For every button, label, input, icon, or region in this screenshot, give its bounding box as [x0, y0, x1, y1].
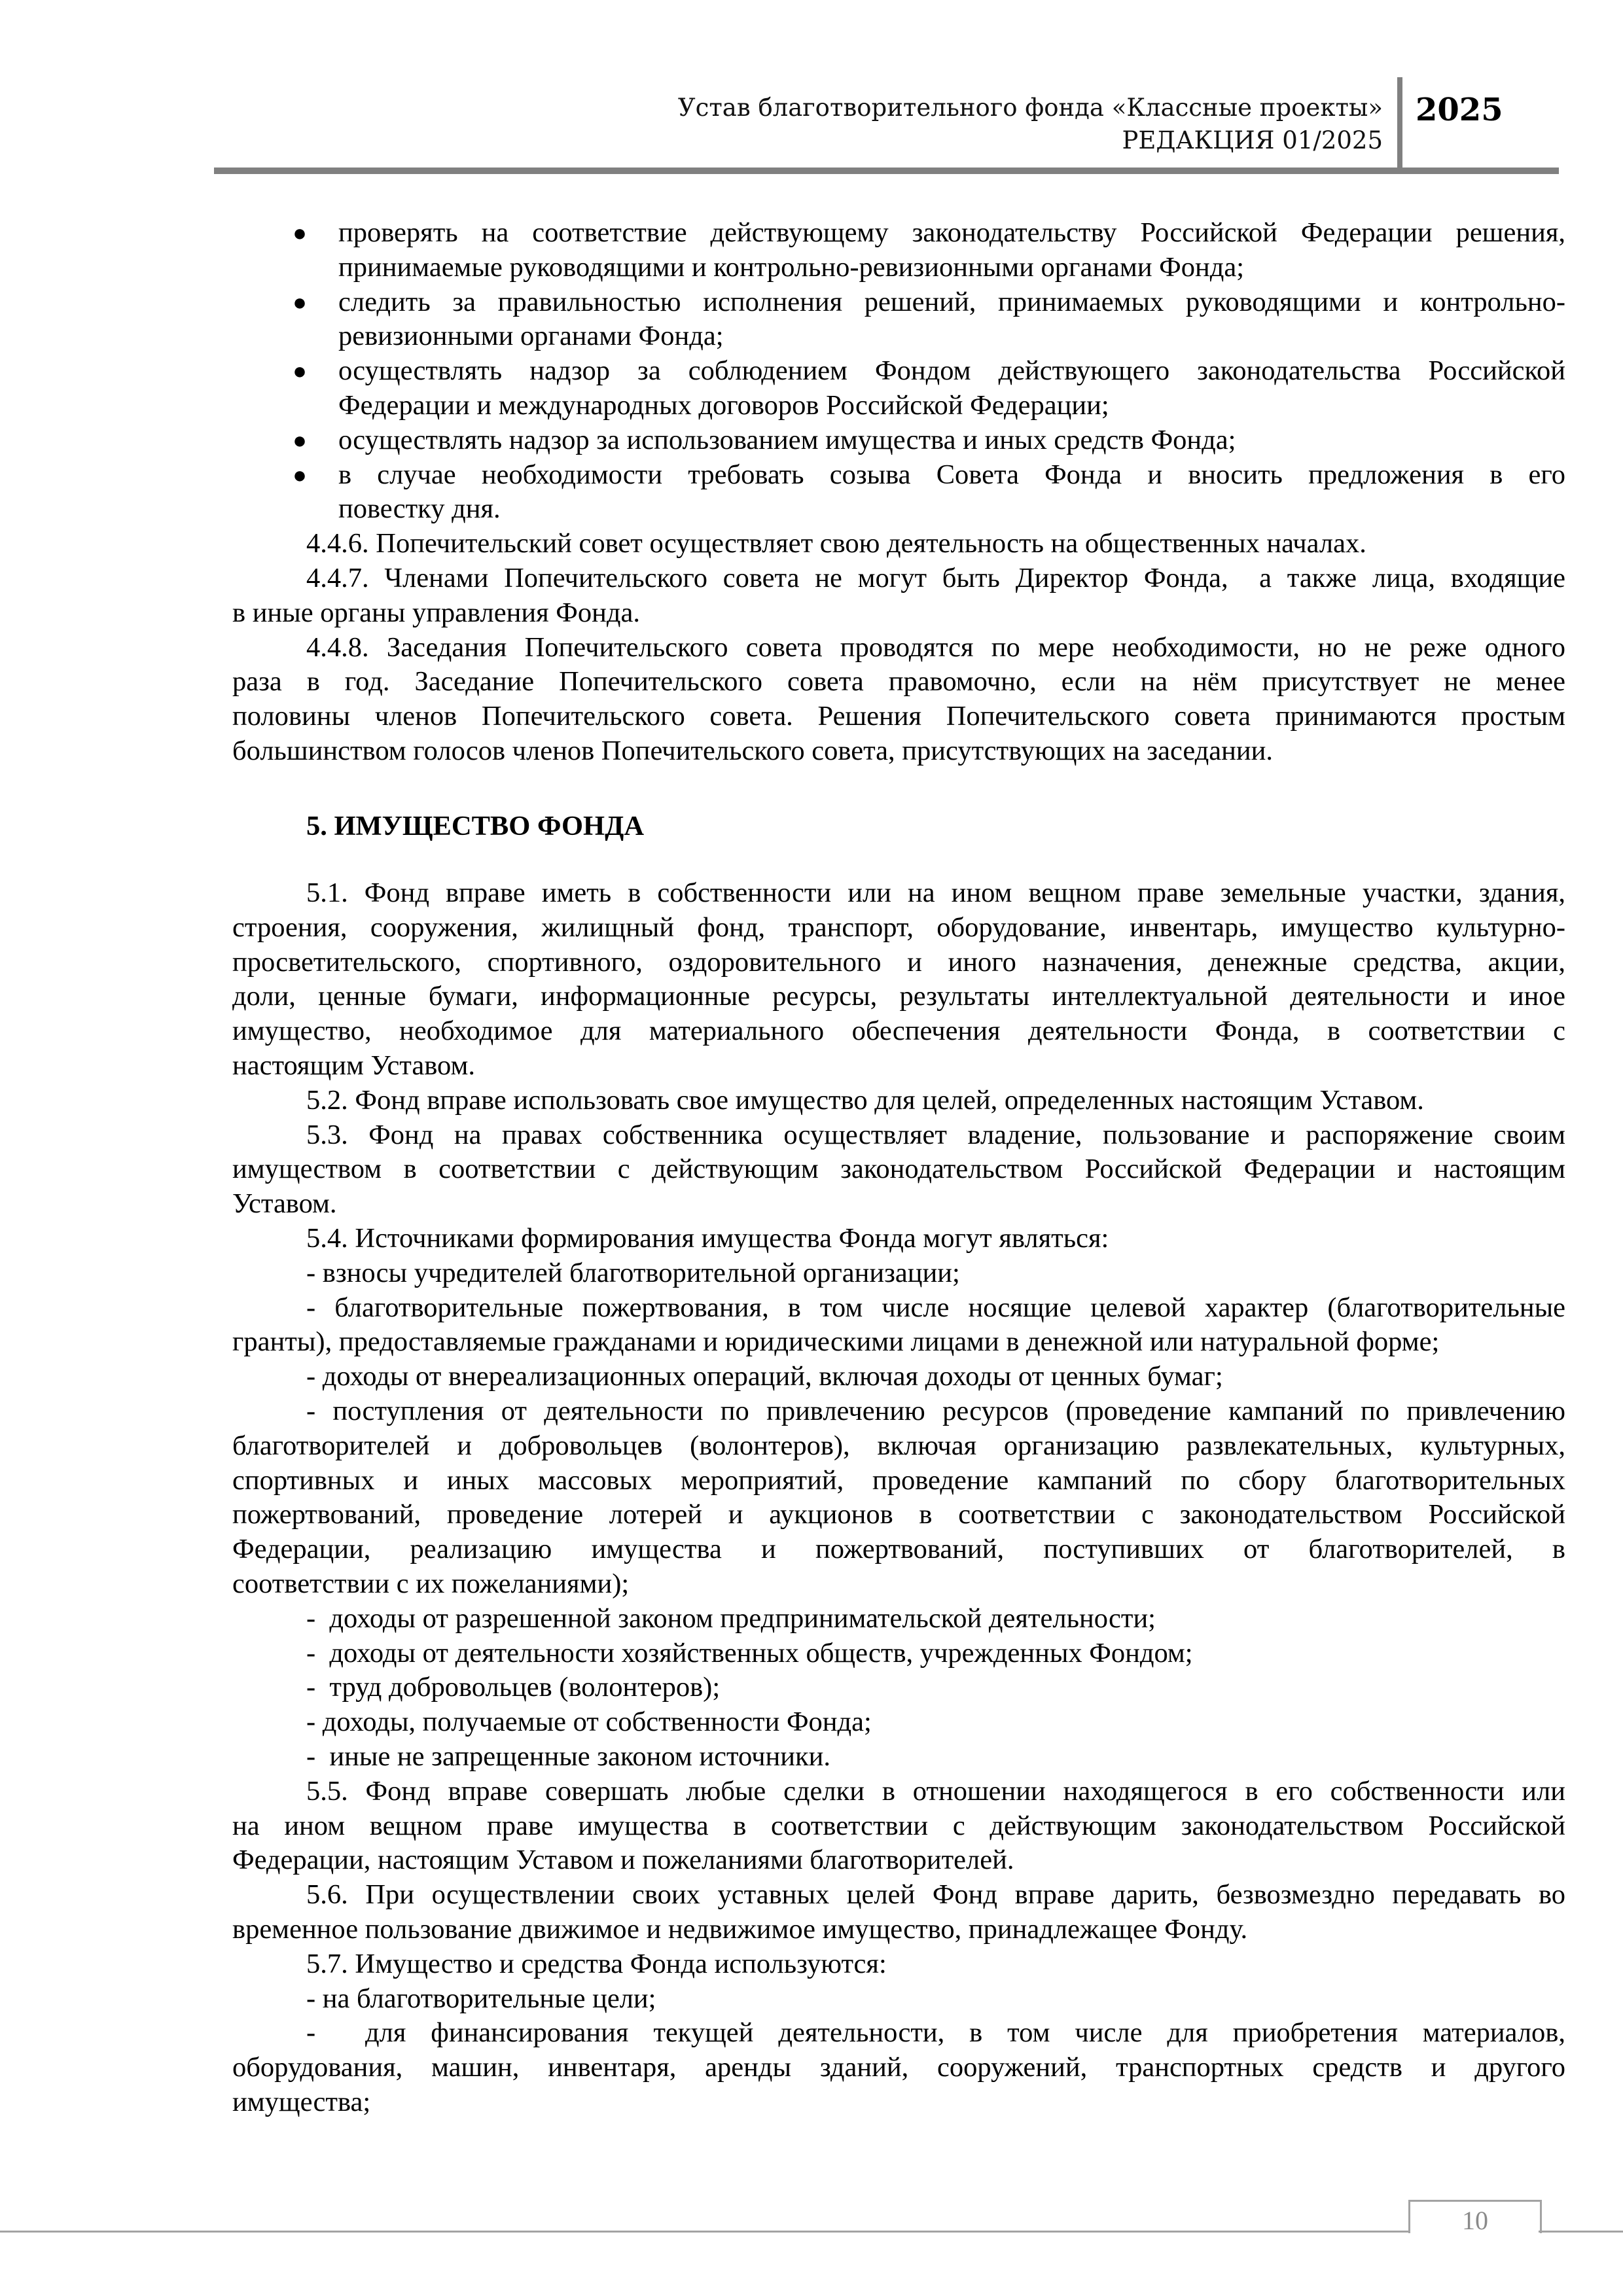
- text-line: в случае необходимости требовать созыва Совета Фонда и вносить предложения в его: [338, 459, 1565, 490]
- list-item: [232, 1360, 1565, 1394]
- paragraph-5-4: [232, 1222, 1565, 1256]
- text-line: повестку дня.: [338, 493, 501, 525]
- text-line: имуществом в соответствии с действующим законодательством Российской Федерации и настоящим: [232, 1154, 1565, 1185]
- text-line: - благотворительные пожертвования, в том числе носящие целевой характер (благотворительные: [306, 1292, 1565, 1323]
- text-line: Федерации, реализацию имущества и пожертвований, поступивших от благотворителей, в: [232, 1534, 1565, 1565]
- header-vertical-divider: [1397, 77, 1402, 169]
- list-item: [232, 1705, 1565, 1740]
- text-line: - взносы учредителей благотворительной организации;: [306, 1257, 960, 1288]
- text-line: 4.4.7. Членами Попечительского совета не могут быть Директор Фонда, а также лица, входящие: [306, 562, 1565, 593]
- bullet-icon: ●: [293, 220, 307, 246]
- section-heading: 5. ИМУЩЕСТВО ФОНДА: [306, 811, 645, 841]
- bullet-icon: ●: [293, 461, 307, 488]
- text-line: - труд добровольцев (волонтеров);: [306, 1672, 721, 1703]
- text-line: 4.4.6. Попечительский совет осуществляет свою деятельность на общественных началах.: [306, 528, 1366, 559]
- list-item: [232, 1982, 1565, 2017]
- paragraph-5-5: [232, 1775, 1565, 1878]
- text-line: проверять на соответствие действующему законодательству Российской Федерации решения,: [338, 217, 1565, 248]
- paragraph-5-1: [232, 876, 1565, 1084]
- text-line: большинством голосов членов Попечительского совета, присутствующих на заседании.: [232, 735, 1273, 766]
- paragraph-5-3: [232, 1118, 1565, 1222]
- text-line: Федерации, настоящим Уставом и пожеланиями благотворителей.: [232, 1845, 1014, 1876]
- text-line: просветительского, спортивного, оздоровительного и иного назначения, денежные средства, акции,: [232, 946, 1565, 978]
- text-line: оборудования, машин, инвентаря, аренды зданий, сооружений, транспортных средств и другого: [232, 2052, 1565, 2083]
- text-line: в иные органы управления Фонда.: [232, 597, 640, 628]
- text-line: - доходы от деятельности хозяйственных обществ, учрежденных Фондом;: [306, 1637, 1193, 1669]
- paragraph-4-4-8: [232, 631, 1565, 769]
- text-line: - доходы от разрешенной законом предпринимательской деятельности;: [306, 1602, 1156, 1634]
- text-line: доли, ценные бумаги, информационные ресурсы, результаты интеллектуальной деятельности и иное: [232, 981, 1565, 1012]
- text-line: принимаемые руководящими и контрольно-ревизионными органами Фонда;: [338, 251, 1245, 283]
- header-year: 2025: [1416, 92, 1503, 128]
- text-line: Федерации и международных договоров Российской Федерации;: [338, 389, 1109, 421]
- list-item: [232, 1291, 1565, 1360]
- text-line: следить за правильностью исполнения решений, принимаемых руководящими и контрольно-: [338, 286, 1565, 317]
- text-line: 5.3. Фонд на правах собственника осуществляет владение, пользование и распоряжение своим: [306, 1119, 1565, 1150]
- bullet-item: [232, 458, 1565, 527]
- text-line: половины членов Попечительского совета. Решения Попечительского совета принимаются простым: [232, 701, 1565, 732]
- text-line: настоящим Уставом.: [232, 1050, 476, 1081]
- text-line: осуществлять надзор за использованием имущества и иных средств Фонда;: [338, 424, 1236, 455]
- list-item: [232, 1256, 1565, 1291]
- text-line: - поступления от деятельности по привлечению ресурсов (проведение кампаний по привлечению: [306, 1395, 1565, 1426]
- section-5-body: [232, 876, 1565, 2120]
- list-item: [232, 2016, 1565, 2119]
- text-line: 5.5. Фонд вправе совершать любые сделки в отношении находящегося в его собственности или: [306, 1775, 1565, 1807]
- bullet-item: [232, 423, 1565, 458]
- sources-list: [232, 1256, 1565, 1775]
- footer-rule: [0, 2231, 1409, 2233]
- footer-rule: [1539, 2231, 1623, 2233]
- text-line: 5.2. Фонд вправе использовать свое имущество для целей, определенных настоящим Уставом.: [306, 1084, 1424, 1116]
- text-line: 5.6. При осуществлении своих уставных целей Фонд вправе дарить, безвозмездно передавать во: [306, 1879, 1565, 1911]
- text-line: имущества;: [232, 2086, 371, 2117]
- paragraph-5-7: [232, 1947, 1565, 1982]
- page-number: 10: [1462, 2206, 1488, 2235]
- text-line: - иные не запрещенные законом источники.: [306, 1740, 830, 1772]
- text-line: временное пользование движимое и недвижимое имущество, принадлежащее Фонду.: [232, 1913, 1248, 1945]
- text-line: 4.4.8. Заседания Попечительского совета проводятся по мере необходимости, но не реже одного: [306, 631, 1565, 663]
- bullet-item: [232, 285, 1565, 355]
- header-rule: [214, 168, 1559, 174]
- list-item: [232, 1394, 1565, 1602]
- text-line: имущество, необходимое для материального обеспечения деятельности Фонда, в соответствии с: [232, 1016, 1565, 1047]
- text-line: благотворителей и добровольцев (волонтеров), включая организацию развлекательных, культурных,: [232, 1430, 1565, 1461]
- text-line: - для финансирования текущей деятельности, в том числе для приобретения материалов,: [306, 2017, 1565, 2049]
- text-line: на ином вещном праве имущества в соответствии с действующим законодательством Российской: [232, 1810, 1565, 1841]
- text-line: соответствии с их пожеланиями);: [232, 1568, 630, 1599]
- paragraph-4-4-6: [232, 527, 1565, 561]
- section-4-continuation: [232, 216, 1565, 769]
- bullet-item: [232, 354, 1565, 423]
- text-line: спортивных и иных массовых мероприятий, проведение кампаний по сбору благотворительных: [232, 1464, 1565, 1496]
- document-edition: РЕДАКЦИЯ 01/2025: [1122, 126, 1383, 154]
- text-line: - доходы от внереализационных операций, включая доходы от ценных бумаг;: [306, 1361, 1223, 1392]
- bullet-item: [232, 216, 1565, 285]
- text-line: пожертвований, проведение лотерей и аукционов в соответствии с законодательством Российской: [232, 1499, 1565, 1530]
- text-line: ревизионными органами Фонда;: [338, 321, 724, 352]
- paragraph-5-2: [232, 1084, 1565, 1118]
- list-item: [232, 1602, 1565, 1636]
- uses-list: [232, 1982, 1565, 2120]
- text-line: Уставом.: [232, 1188, 337, 1220]
- text-line: 5.7. Имущество и средства Фонда используются:: [306, 1948, 887, 1979]
- bullet-icon: ●: [293, 358, 307, 385]
- bullet-icon: ●: [293, 289, 307, 315]
- text-line: - на благотворительные цели;: [306, 1983, 656, 2014]
- list-item: [232, 1670, 1565, 1705]
- text-line: строения, сооружения, жилищный фонд, транспорт, оборудование, инвентарь, имущество культурно-: [232, 911, 1565, 943]
- text-line: осуществлять надзор за соблюдением Фондом действующего законодательства Российской: [338, 355, 1565, 387]
- text-line: - доходы, получаемые от собственности Фонда;: [306, 1706, 872, 1738]
- list-item: [232, 1740, 1565, 1775]
- bullet-icon: ●: [293, 427, 307, 453]
- text-line: 5.1. Фонд вправе иметь в собственности или на ином вещном праве земельные участки, здания,: [306, 877, 1565, 908]
- paragraph-4-4-7: [232, 561, 1565, 631]
- document-title: Устав благотворительного фонда «Классные проекты»: [677, 94, 1383, 122]
- paragraph-5-6: [232, 1878, 1565, 1947]
- text-line: гранты), предоставляемые гражданами и юридическими лицами в денежной или натуральной форме;: [232, 1326, 1440, 1358]
- text-line: раза в год. Заседание Попечительского совета правомочно, если на нём присутствует не менее: [232, 666, 1565, 698]
- text-line: 5.4. Источниками формирования имущества Фонда могут являться:: [306, 1222, 1109, 1254]
- list-item: [232, 1636, 1565, 1671]
